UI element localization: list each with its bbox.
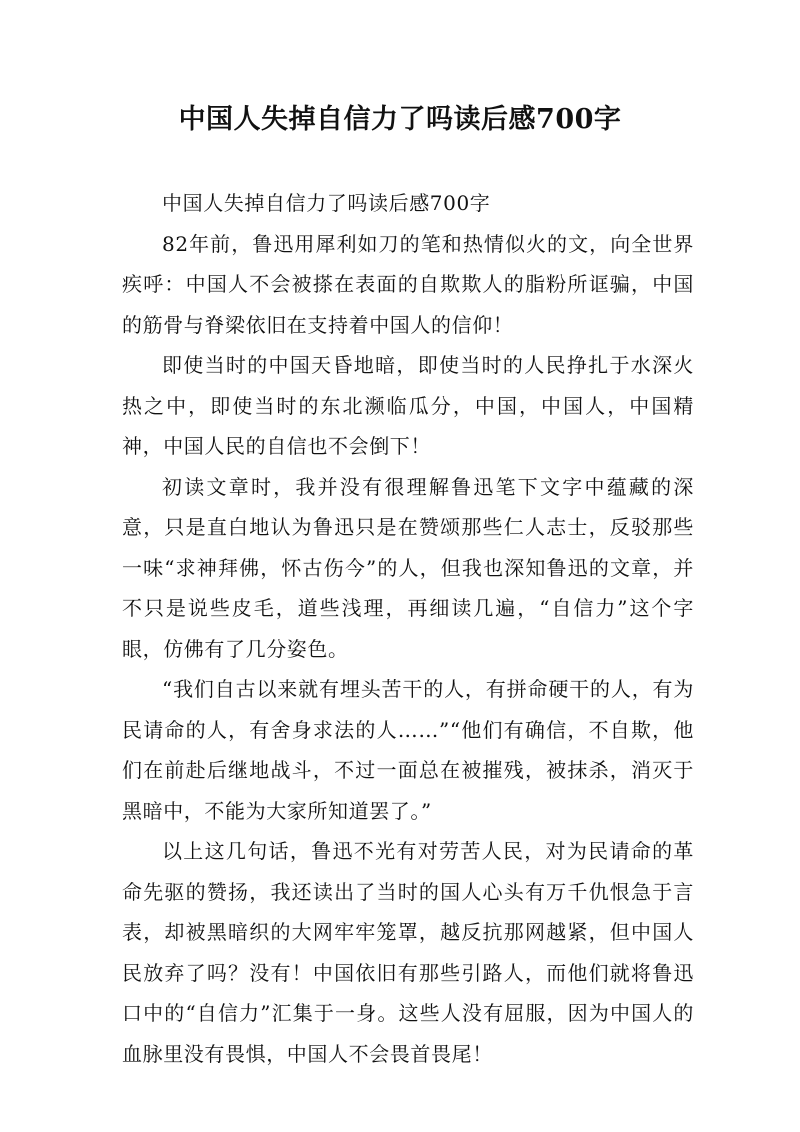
paragraph-1: 82年前，鲁迅用犀利如刀的笔和热情似火的文，向全世界疾呼：中国人不会被搽在表面的自欺欺人的脂粉所诓骗，中国的筋骨与脊梁依旧在支持着中国人的信仰！: [122, 231, 694, 337]
body-subtitle: 中国人失掉自信力了吗读后感700字: [162, 191, 491, 215]
paragraph-2: 即使当时的中国天昏地暗，即使当时的人民挣扎于水深火热之中，即使当时的东北濒临瓜分，中国，中国人，中国精神，中国人民的自信也不会倒下！: [122, 353, 694, 458]
paragraph-5: 以上这几句话，鲁迅不光有对劳苦人民，对为民请命的革命先驱的赞扬，我还读出了当时的国人心头有万千仇恨急于言表，却被黑暗织的大网牢牢笼罩，越反抗那网越紧，但中国人民放弃了吗？没有！中国依旧有那些引路人，而他们就将鲁迅口中的“自信力”汇集于一身。这些人没有屈服，因为中国人的血脉里没有畏惧，中国人不会畏首畏尾！: [122, 839, 694, 1066]
document-body: [122, 183, 694, 1074]
document-title: 中国人失掉自信力了吗读后感700字: [178, 104, 622, 135]
paragraph-4: “我们自古以来就有埋头苦干的人，有拼命硬干的人，有为民请命的人，有舍身求法的人……”“他们有确信，不自欺，他们在前赴后继地战斗，不过一面总在被摧残，被抹杀，消灭于黑暗中，不能为大家所知道罢了。”: [122, 677, 694, 823]
paragraph-3: 初读文章时，我并没有很理解鲁迅笔下文字中蕴藏的深意，只是直白地认为鲁迅只是在赞颂那些仁人志士，反驳那些一味“求神拜佛，怀古伤今”的人，但我也深知鲁迅的文章，并不只是说些皮毛，道些浅理，再细读几遍，“自信力”这个字眼，仿佛有了几分姿色。: [122, 474, 694, 661]
